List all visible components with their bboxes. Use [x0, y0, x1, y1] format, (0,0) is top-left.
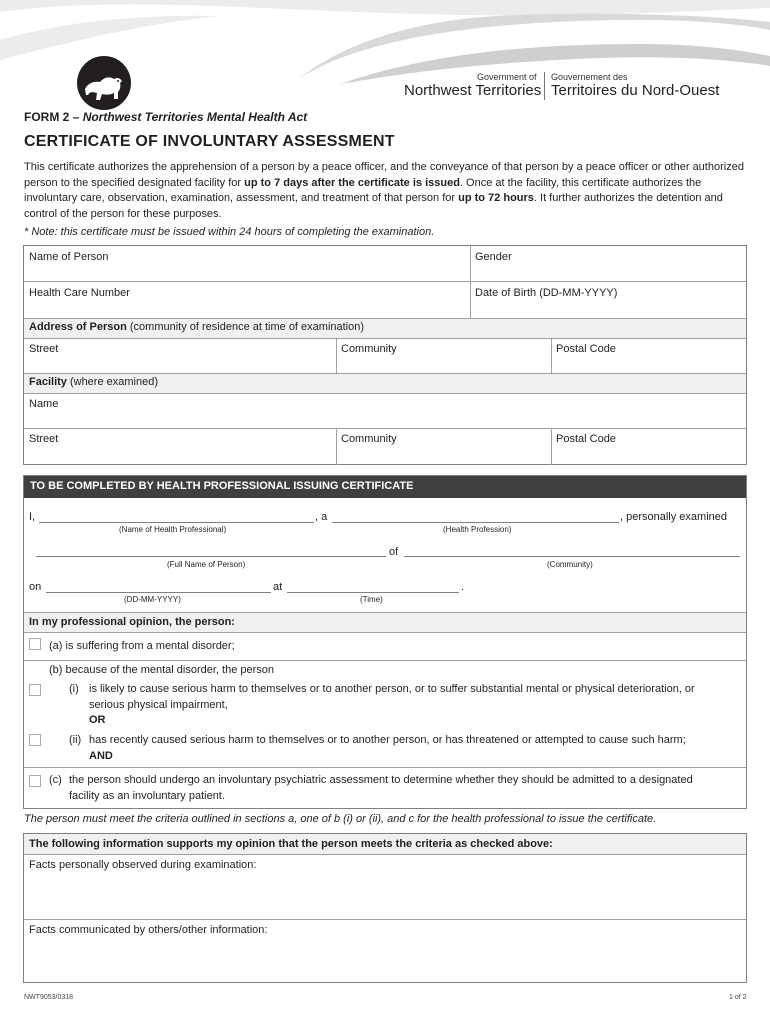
i-label: I, — [29, 511, 36, 523]
at-label: at — [273, 581, 283, 593]
page-number: 1 of 2 — [729, 994, 747, 1001]
supporting-info-section — [23, 833, 747, 983]
criterion-bii-text: has recently caused serious harm to themselves or to another person, or has threatened or attempted to cause such harm; AND — [89, 734, 686, 762]
gov-divider — [544, 72, 545, 100]
supporting-info-heading: The following information supports my opinion that the person meets the criteria as checked above: — [29, 838, 553, 850]
date-line[interactable] — [46, 592, 271, 593]
facility-name-field[interactable]: Name — [29, 398, 59, 410]
personally-examined-label: , personally examined — [620, 511, 728, 523]
page-title: CERTIFICATE OF INVOLUNTARY ASSESSMENT — [24, 133, 395, 150]
criterion-bii-checkbox[interactable] — [29, 734, 41, 746]
facts-observed-field[interactable]: Facts personally observed during examination: — [29, 859, 257, 871]
criterion-a-text: (a) is suffering from a mental disorder; — [49, 640, 235, 652]
facility-postal-code-field[interactable]: Postal Code — [556, 433, 616, 445]
profession-sub: (Health Profession) — [443, 525, 512, 534]
gov-fr-small: Gouvernement des — [551, 72, 628, 82]
person-facility-table — [23, 245, 747, 465]
full-name-line[interactable] — [36, 556, 386, 557]
polar-bear-logo-icon — [76, 55, 132, 111]
time-sub: (Time) — [360, 595, 383, 604]
person-postal-code-field[interactable]: Postal Code — [556, 343, 616, 355]
criterion-b-text: (b) because of the mental disorder, the person — [49, 664, 275, 676]
time-line[interactable] — [287, 592, 459, 593]
gov-fr-big: Territoires du Nord-Ouest — [551, 82, 720, 99]
person-community-field[interactable]: Community — [341, 343, 397, 355]
facility-community-field[interactable]: Community — [341, 433, 397, 445]
facility-street-field[interactable]: Street — [29, 433, 59, 445]
facility-heading: Facility (where examined) — [29, 376, 158, 388]
of-label: of — [389, 546, 399, 558]
gov-en-small: Government of — [477, 72, 537, 82]
name-of-person-field[interactable]: Name of Person — [29, 251, 109, 263]
criterion-bi-checkbox[interactable] — [29, 684, 41, 696]
health-profession-line[interactable] — [332, 522, 619, 523]
health-care-number-field[interactable]: Health Care Number — [29, 287, 130, 299]
criterion-c-num: (c) — [49, 774, 62, 786]
form-label: FORM 2 – Northwest Territories Mental Health Act — [24, 110, 308, 124]
criterion-bii-num: (ii) — [69, 734, 82, 746]
address-heading: Address of Person (community of residence at time of examination) — [29, 321, 365, 333]
facts-others-field[interactable]: Facts communicated by others/other information: — [29, 924, 268, 936]
date-of-birth-field[interactable]: Date of Birth (DD-MM-YYYY) — [475, 287, 618, 299]
community-line[interactable] — [404, 556, 740, 557]
comma-a-label: , a — [315, 511, 328, 523]
criterion-bi-text: is likely to cause serious harm to themselves or to another person, or to suffer substantial mental or physical deterioration, or serious physical impairment, OR — [89, 683, 695, 726]
full-name-sub: (Full Name of Person) — [167, 560, 246, 569]
gender-field[interactable]: Gender — [475, 251, 512, 263]
name-sub: (Name of Health Professional) — [119, 525, 227, 534]
health-professional-bar: TO BE COMPLETED BY HEALTH PROFESSIONAL ISSUING CERTIFICATE — [24, 476, 746, 498]
criterion-a-checkbox[interactable] — [29, 638, 41, 650]
person-street-field[interactable]: Street — [29, 343, 59, 355]
health-professional-section — [23, 475, 747, 809]
criterion-c-checkbox[interactable] — [29, 775, 41, 787]
criterion-bi-num: (i) — [69, 683, 79, 695]
issue-note: * Note: this certificate must be issued within 24 hours of completing the examination. — [24, 226, 435, 238]
health-professional-name-line[interactable] — [39, 522, 314, 523]
form-code: NWT9053/0318 — [24, 994, 74, 1001]
intro-paragraph: This certificate authorizes the apprehension of a person by a peace officer, and the conveyance of that person by a peace officer or other authorized person to the specified designated facility for up to 7 days after the certificate is issued. Once at the facility, this certificate authorizes the involuntary care, observation, examination, assessment, and treatment of that person for up to 72 hours. It further authorizes the detention and control of the person for these purposes. — [24, 161, 744, 220]
opinion-heading: In my professional opinion, the person: — [29, 616, 235, 628]
on-label: on — [29, 581, 42, 593]
community-sub: (Community) — [547, 560, 593, 569]
period-label: . — [461, 581, 465, 593]
criteria-note: The person must meet the criteria outlined in sections a, one of b (i) or (ii), and c for the health professional to issue the certificate. — [24, 813, 657, 825]
gov-en-big: Northwest Territories — [404, 82, 542, 99]
criterion-c-text: the person should undergo an involuntary psychiatric assessment to determine whether they should be admitted to a designated facility as an involuntary patient. — [69, 774, 693, 802]
date-sub: (DD-MM-YYYY) — [124, 595, 181, 604]
